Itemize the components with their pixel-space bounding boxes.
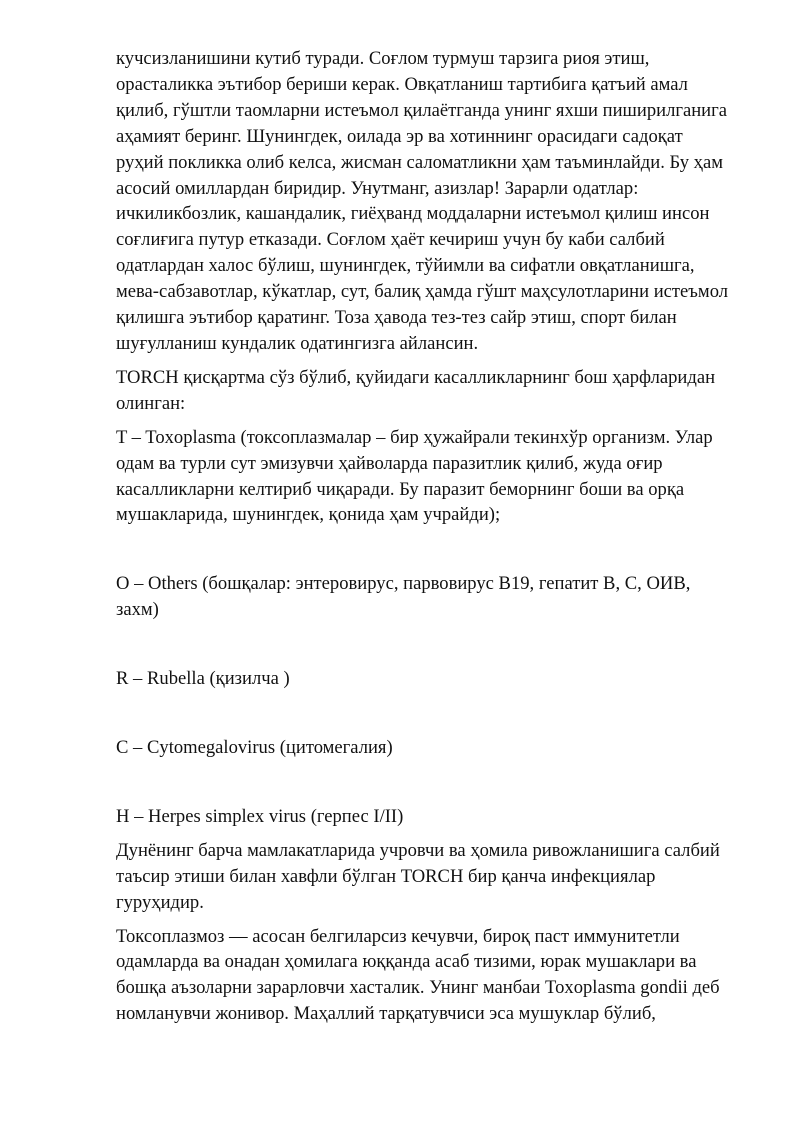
paragraph-spacer (116, 357, 742, 365)
paragraph-toxoplasmosis (116, 924, 742, 1028)
text-line: ичкиликбозлик, кашандалик, гиёҳванд моддаларни истеъмол қилиш инсон (116, 203, 710, 225)
text-line: O – Others (бошқалар: энтеровирус, парвовирус B19, гепатит B, C, ОИВ, (116, 573, 691, 595)
paragraph-torch-toxoplasma (116, 425, 742, 529)
paragraph-spacer (116, 761, 742, 804)
text-line: H – Herpes simplex virus (герпес I/II) (116, 805, 404, 827)
text-line: олинган: (116, 392, 186, 414)
text-line: одамларда ва онадан ҳомилага юққанда асаб тизими, юрак мушаклари ва (116, 951, 697, 973)
text-line: орасталикка эътибор бериши керак. Овқатланиш тартибига қатъий амал (116, 73, 688, 95)
text-line: R – Rubella (қизилча ) (116, 668, 290, 690)
paragraph-spacer (116, 417, 742, 425)
paragraph-torch-others (116, 571, 742, 623)
text-line: C – Cytomegalovirus (цитомегалия) (116, 737, 393, 759)
text-line: бошқа аъзоларни зарарловчи хасталик. Унинг манбаи Toxoplasma gondii деб (116, 977, 720, 999)
text-line: соғлиғига путур етказади. Соғлом ҳаёт кечириш учун бу каби салбий (116, 229, 665, 251)
text-line: қилиб, гўштли таомларни истеъмол қилаётганда унинг яхши пиширилганига (116, 99, 728, 121)
text-line: шуғулланиш кундалик одатингизга айлансин. (116, 332, 479, 354)
text-line: мушакларида, шунингдек, қонида ҳам учрайди); (116, 504, 501, 526)
paragraph-spacer (116, 528, 742, 571)
paragraph-torch-rubella (116, 666, 742, 692)
text-line: захм) (116, 599, 159, 621)
text-line: мева-сабзавотлар, кўкатлар, сут, балиқ ҳамда гўшт маҳсулотларини истеъмол (116, 281, 729, 303)
document-page (116, 46, 742, 1027)
paragraph-spacer (116, 623, 742, 666)
paragraph-torch-summary (116, 838, 742, 916)
paragraph-torch-cytomegalovirus (116, 735, 742, 761)
paragraph-spacer (116, 916, 742, 924)
text-line: Дунёнинг барча мамлакатларида учровчи ва ҳомила ривожланишига салбий (116, 839, 720, 861)
text-line: асосий омиллардан биридир. Унутманг, азизлар! Зарарли одатлар: (116, 177, 639, 199)
paragraph-torch-herpes (116, 804, 742, 830)
paragraph-spacer (116, 692, 742, 735)
text-line: руҳий покликка олиб келса, жисман саломатликни ҳам таъминлайди. Бу ҳам (116, 151, 723, 173)
text-line: гуруҳидир. (116, 891, 204, 913)
text-line: қилишга эътибор қаратинг. Тоза ҳавода тез-тез сайр этиш, спорт билан (116, 307, 677, 329)
text-line: TORCH қисқартма сўз бўлиб, қуйидаги касалликларнинг бош ҳарфларидан (116, 366, 716, 388)
paragraph-torch-intro (116, 365, 742, 417)
text-line: номланувчи жонивор. Маҳаллий тарқатувчиси эса мушуклар бўлиб, (116, 1003, 656, 1025)
text-line: Токсоплазмоз — асосан белгиларсиз кечувчи, бироқ паст иммунитетли (116, 925, 680, 947)
paragraph-healthy-lifestyle (116, 46, 742, 357)
paragraph-spacer (116, 830, 742, 838)
text-line: T – Toxoplasma (токсоплазмалар – бир ҳужайрали текинхўр организм. Улар (116, 426, 713, 448)
text-line: касалликларни келтириб чиқаради. Бу паразит беморнинг боши ва орқа (116, 478, 685, 500)
text-line: аҳамият беринг. Шунингдек, оилада эр ва хотиннинг орасидаги садоқат (116, 125, 683, 147)
text-line: таъсир этиши билан хавфли бўлган TORCH бир қанча инфекциялар (116, 865, 656, 887)
text-line: одатлардан халос бўлиш, шунингдек, тўйимли ва сифатли овқатланишга, (116, 255, 695, 277)
text-line: одам ва турли сут эмизувчи ҳайволарда паразитлик қилиб, жуда оғир (116, 452, 663, 474)
text-line: кучсизланишини кутиб туради. Соғлом турмуш тарзига риоя этиш, (116, 48, 650, 69)
